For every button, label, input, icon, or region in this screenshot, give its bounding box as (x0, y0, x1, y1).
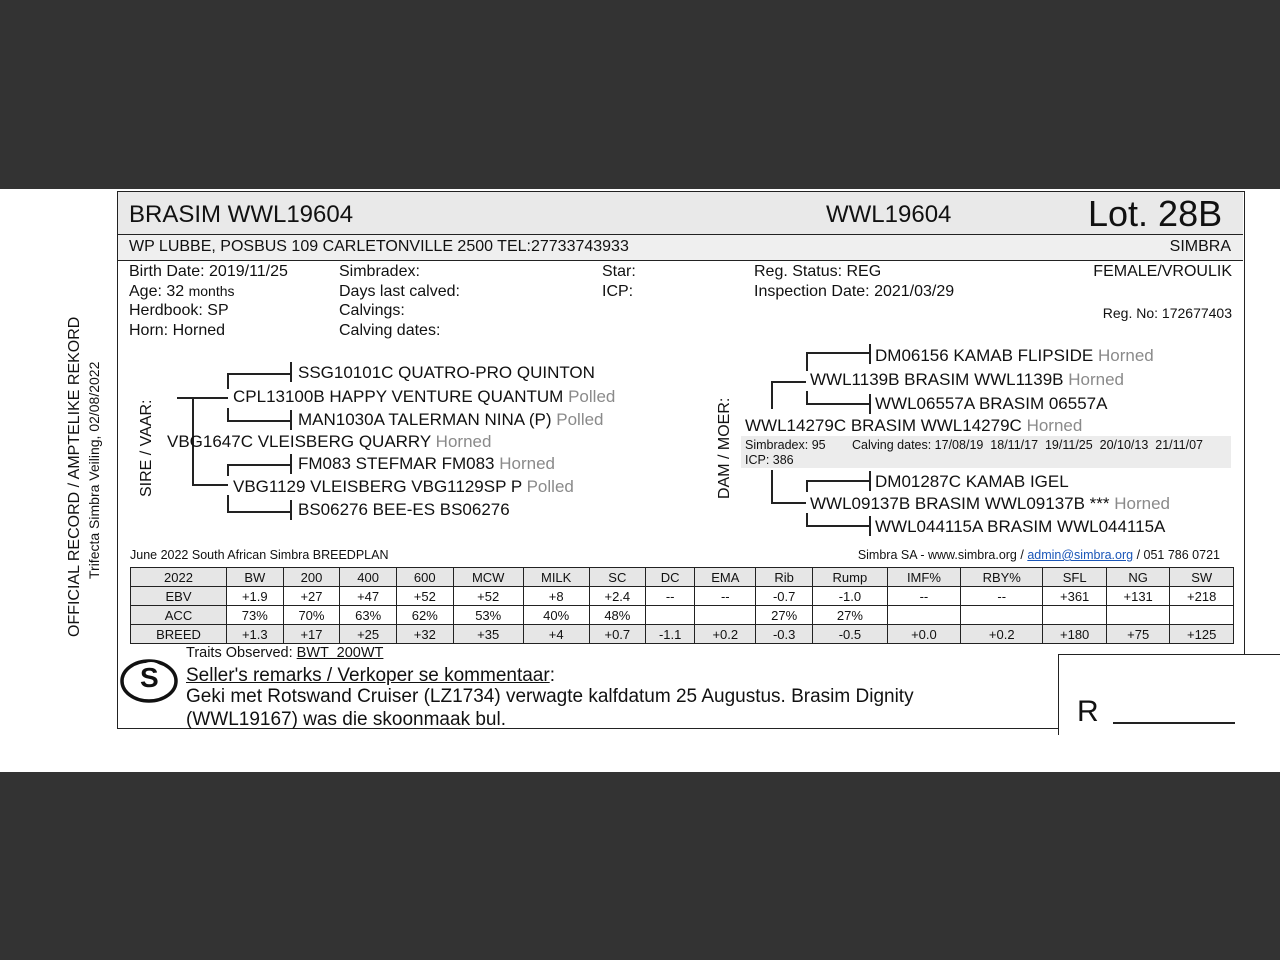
table-cell (961, 606, 1043, 625)
remarks-title-text: Seller's remarks / Verkoper se kommentaar (186, 665, 550, 686)
dam-id: WWL14279C BRASIM WWL14279C (745, 416, 1022, 435)
contact-prefix: Simbra SA - www.simbra.org / (857, 548, 1024, 562)
ddd-name (875, 517, 1165, 537)
table-header-cell: SC (589, 568, 646, 587)
contact-phone: / 051 786 0721 (1136, 548, 1220, 562)
ssd-name (298, 410, 604, 430)
table-cell: +32 (396, 625, 453, 644)
table-cell: 40% (523, 606, 589, 625)
table-cell: +2.4 (589, 587, 646, 606)
table-cell: -1.0 (813, 587, 888, 606)
table-cell: +1.9 (226, 587, 283, 606)
contact-email-link[interactable]: admin@simbra.org (1027, 548, 1134, 562)
table-cell: +35 (453, 625, 523, 644)
dd-top (806, 480, 869, 482)
table-cell: +52 (396, 587, 453, 606)
lot-number: Lot. 28B (1088, 193, 1223, 234)
sire-connector (177, 397, 192, 399)
dsd-tick (869, 394, 871, 414)
inspection-date: Inspection Date: 2021/03/29 (754, 283, 955, 300)
sss-tick (290, 362, 292, 382)
table-header-cell: Rump (813, 568, 888, 587)
table-header-cell: Rib (756, 568, 813, 587)
age-unit: months (188, 283, 235, 299)
dss-tick (869, 344, 871, 364)
ds-note: Horned (1068, 370, 1125, 389)
dam-simbradex: Simbradex: 95 (745, 438, 826, 452)
ssd-id: MAN1030A TALERMAN NINA (P) (298, 410, 552, 429)
dsd-name (875, 394, 1107, 414)
dss-id: DM06156 KAMAB FLIPSIDE (875, 346, 1094, 365)
table-cell: +25 (340, 625, 397, 644)
table-cell: +0.7 (589, 625, 646, 644)
table-cell (1170, 606, 1234, 625)
table-cell: +0.2 (961, 625, 1043, 644)
ssd-note: Polled (556, 410, 604, 429)
table-cell: -0.7 (756, 587, 813, 606)
age (129, 283, 235, 301)
table-header-cell: 2022 (131, 568, 227, 587)
calvings-label: Calvings: (339, 302, 405, 319)
table-cell: +27 (283, 587, 340, 606)
sire-name (167, 432, 491, 452)
ss-top (227, 373, 290, 375)
ss-up-bracket (227, 373, 229, 389)
table-cell: +52 (453, 587, 523, 606)
dd-up-bracket (806, 480, 808, 492)
ebv-table (130, 567, 1234, 644)
sd-note: Polled (526, 477, 574, 496)
ss-bottom (227, 420, 290, 422)
dd-connector (771, 502, 806, 504)
dd-down-bracket (806, 513, 808, 525)
table-header-cell: NG (1106, 568, 1170, 587)
star-label: Star: (602, 263, 636, 280)
sex: FEMALE/VROULIK (1093, 263, 1232, 280)
table-cell (887, 606, 960, 625)
traits-value: BWT 200WT (296, 645, 384, 661)
dsd-id: WWL06557A BRASIM 06557A (875, 394, 1108, 413)
remarks-line-2: (WWL19167) was die skoonmaak bul. (186, 709, 506, 730)
table-cell: +131 (1106, 587, 1170, 606)
ss-down-bracket (227, 408, 229, 420)
table-header-cell: SW (1170, 568, 1234, 587)
table-header-cell: IMF% (887, 568, 960, 587)
table-cell: 73% (226, 606, 283, 625)
ss-id: CPL13100B HAPPY VENTURE QUANTUM (233, 387, 564, 406)
sd-top (227, 464, 290, 466)
ds-up-bracket (806, 352, 808, 371)
table-header-cell: 200 (283, 568, 340, 587)
table-cell: -0.3 (756, 625, 813, 644)
simbra-logo-graphic (120, 658, 178, 704)
sire-label: SIRE / VAAR: (138, 399, 155, 497)
dam-name (745, 416, 1082, 436)
traits-label: Traits Observed: (186, 645, 293, 661)
price-label: R (1077, 695, 1099, 728)
sdd-id: BS06276 BEE-ES BS06276 (298, 500, 510, 519)
breedplan-contact (858, 548, 1220, 562)
table-cell: +1.3 (226, 625, 283, 644)
table-header-cell: 600 (396, 568, 453, 587)
sss-id: SSG10101C QUATRO-PRO QUINTON (298, 363, 595, 382)
ds-name (810, 370, 1124, 390)
registration-number: Reg. No: 172677403 (1102, 305, 1232, 321)
ssd-tick (290, 410, 292, 430)
ss-connector (192, 397, 228, 399)
auction-label: Trifecta Simbra Veiling, 02/08/2022 (86, 361, 102, 579)
table-cell: +8 (523, 587, 589, 606)
breedplan-title: June 2022 South African Simbra BREEDPLAN (130, 548, 389, 562)
table-cell (1043, 606, 1107, 625)
reg-status: Reg. Status: REG (754, 263, 882, 280)
table-cell: +17 (283, 625, 340, 644)
sdd-tick (290, 500, 292, 520)
calving-dates-label: Calving dates: (339, 322, 441, 339)
table-cell: +180 (1043, 625, 1107, 644)
animal-id: WWL19604 (826, 201, 952, 228)
row-label: BREED (131, 625, 227, 644)
table-cell: -- (646, 587, 695, 606)
table-cell: 53% (453, 606, 523, 625)
table-header-cell: MCW (453, 568, 523, 587)
dam-bottom-bracket (771, 470, 773, 502)
sds-id: FM083 STEFMAR FM083 (298, 454, 495, 473)
catalogue-page (0, 189, 1280, 772)
table-cell (695, 606, 756, 625)
table-cell: 62% (396, 606, 453, 625)
table-header-cell: DC (646, 568, 695, 587)
breeder-bar (118, 235, 1243, 261)
age-value: Age: 32 (129, 283, 185, 300)
table-cell: +0.0 (887, 625, 960, 644)
remarks-title (186, 665, 555, 687)
ss-name (233, 387, 615, 407)
title-bar (118, 192, 1243, 235)
sd-connector (192, 484, 228, 486)
dam-calving-dates: Calving dates: 17/08/19 18/11/17 19/11/25 20/10/13 21/11/07 (852, 438, 1203, 452)
row-label: ACC (131, 606, 227, 625)
ds-bottom (806, 403, 869, 405)
table-cell (1106, 606, 1170, 625)
sds-name (298, 454, 555, 474)
table-cell: +47 (340, 587, 397, 606)
table-header-cell: MILK (523, 568, 589, 587)
horn-status: Horn: Horned (129, 322, 226, 339)
ebv-row (131, 587, 1234, 606)
sds-note: Horned (499, 454, 555, 473)
price-box (1058, 654, 1280, 735)
table-cell: 63% (340, 606, 397, 625)
dam-note: Horned (1026, 416, 1083, 435)
ds-down-bracket (806, 391, 808, 403)
table-cell: -- (961, 587, 1043, 606)
table-cell: +0.2 (695, 625, 756, 644)
dds-tick (869, 471, 871, 491)
lot-card (117, 191, 1245, 729)
days-last-calved-label: Days last calved: (339, 283, 460, 300)
sd-id: VBG1129 VLEISBERG VBG1129SP P (233, 477, 522, 496)
remarks-line-1: Geki met Rotswand Cruiser (LZ1734) verwagte kalfdatum 25 Augustus. Brasim Dignity (186, 686, 914, 707)
ds-top (806, 352, 869, 354)
ds-id: WWL1139B BRASIM WWL1139B (810, 370, 1064, 389)
ebv-header-row (131, 568, 1234, 587)
simbra-logo-icon (120, 658, 178, 704)
row-label: EBV (131, 587, 227, 606)
sd-up-bracket (227, 464, 229, 476)
table-cell (646, 606, 695, 625)
breed-row (131, 625, 1234, 644)
icp-label: ICP: (602, 283, 634, 300)
ddd-tick (869, 516, 871, 536)
sss-name (298, 363, 595, 383)
table-cell: +125 (1170, 625, 1234, 644)
table-cell: +218 (1170, 587, 1234, 606)
official-record-label: OFFICIAL RECORD / AMPTELIKE REKORD (66, 316, 83, 637)
table-cell: -- (887, 587, 960, 606)
table-cell: 48% (589, 606, 646, 625)
sd-bottom (227, 511, 290, 513)
ds-connector (771, 381, 806, 383)
table-cell: +4 (523, 625, 589, 644)
birth-date: Birth Date: 2019/11/25 (129, 263, 288, 280)
dds-id: DM01287C KAMAB IGEL (875, 472, 1069, 491)
animal-name: BRASIM WWL19604 (129, 201, 354, 228)
traits-observed (186, 645, 383, 661)
table-header-cell: BW (226, 568, 283, 587)
sd-name (233, 477, 574, 497)
dd-name (810, 494, 1170, 514)
table-cell: 27% (756, 606, 813, 625)
table-cell: -1.1 (646, 625, 695, 644)
dd-note: Horned (1114, 494, 1171, 513)
ddd-id: WWL044115A BRASIM WWL044115A (875, 517, 1166, 536)
logo-letter: S (140, 662, 159, 693)
table-cell: -0.5 (813, 625, 888, 644)
simbradex-label: Simbradex: (339, 263, 420, 280)
table-header-cell: RBY% (961, 568, 1043, 587)
dds-name (875, 472, 1069, 492)
remarks-colon: : (549, 665, 555, 686)
dd-id: WWL09137B BRASIM WWL09137B *** (810, 494, 1110, 513)
breed-name: SIMBRA (1169, 238, 1231, 255)
ss-note: Polled (568, 387, 616, 406)
breeder-info: WP LUBBE, POSBUS 109 CARLETONVILLE 2500 TEL:27733743933 (129, 238, 629, 255)
table-header-cell: EMA (695, 568, 756, 587)
table-cell: 70% (283, 606, 340, 625)
sdd-name (298, 500, 510, 520)
table-header-cell: SFL (1043, 568, 1107, 587)
sd-down-bracket (227, 495, 229, 511)
dss-note: Horned (1098, 346, 1154, 365)
sire-note: Horned (435, 432, 492, 451)
herdbook: Herdbook: SP (129, 302, 229, 319)
sds-tick (290, 454, 292, 474)
table-cell: +75 (1106, 625, 1170, 644)
sire-id: VBG1647C VLEISBERG QUARRY (167, 432, 431, 451)
table-cell: +361 (1043, 587, 1107, 606)
dss-name (875, 346, 1154, 366)
table-cell: -- (695, 587, 756, 606)
dam-icp: ICP: 386 (745, 453, 794, 467)
dd-bottom (806, 525, 869, 527)
price-line[interactable] (1113, 722, 1235, 724)
dam-label: DAM / MOER: (716, 397, 733, 499)
table-header-cell: 400 (340, 568, 397, 587)
acc-row (131, 606, 1234, 625)
table-cell: 27% (813, 606, 888, 625)
dam-top-bracket (771, 381, 773, 409)
